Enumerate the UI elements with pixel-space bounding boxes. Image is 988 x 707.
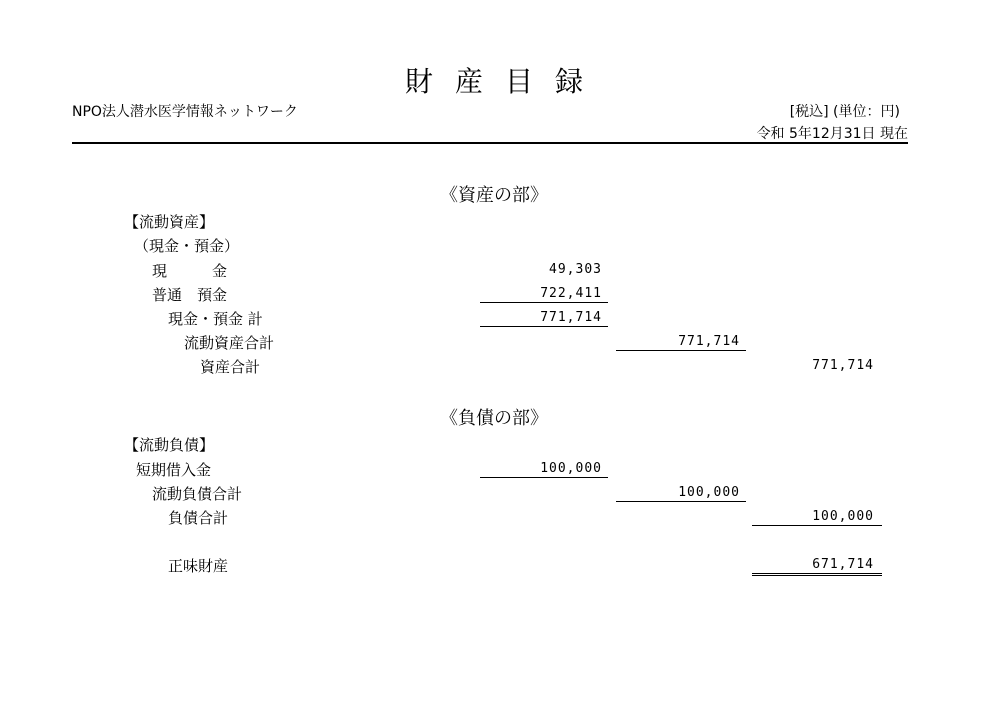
cash-value: 49,303	[549, 262, 602, 277]
current-liabilities-total-label: 流動負債合計	[152, 485, 243, 503]
tax-unit-note: [税込] (単位：円)	[789, 104, 900, 120]
deposit-value: 722,411	[480, 286, 608, 303]
current-assets-total-label: 流動資産合計	[184, 334, 275, 352]
current-liabilities-total-value: 100,000	[616, 485, 746, 502]
page-title: 財産目録	[404, 65, 605, 98]
net-assets-value: 671,714	[752, 557, 882, 576]
cash-deposit-total-label: 現金・預金 計	[168, 310, 263, 328]
cash-deposit-subcategory: （現金・預金）	[134, 237, 240, 255]
organization-name: NPO法人潜水医学情報ネットワーク	[72, 104, 298, 120]
short-term-loan-label: 短期借入金	[136, 461, 212, 479]
net-assets-label: 正味財産	[168, 557, 229, 575]
assets-total-label: 資産合計	[200, 358, 261, 376]
cash-label: 現 金	[152, 262, 228, 280]
current-assets-category: 【流動資産】	[124, 213, 215, 231]
assets-section-title: 《資産の部》	[440, 185, 548, 206]
as-of-date: 令和 5年12月31日 現在	[756, 126, 908, 142]
deposit-label: 普通 預金	[152, 286, 228, 304]
liabilities-total-value: 100,000	[752, 509, 882, 526]
current-assets-total-value: 771,714	[616, 334, 746, 351]
short-term-loan-value: 100,000	[480, 461, 608, 478]
assets-total-value: 771,714	[812, 358, 874, 373]
current-liabilities-category: 【流動負債】	[124, 436, 215, 454]
cash-deposit-total-value: 771,714	[480, 310, 608, 327]
header-rule	[72, 142, 908, 144]
liabilities-total-label: 負債合計	[168, 509, 229, 527]
liabilities-section-title: 《負債の部》	[440, 408, 548, 429]
